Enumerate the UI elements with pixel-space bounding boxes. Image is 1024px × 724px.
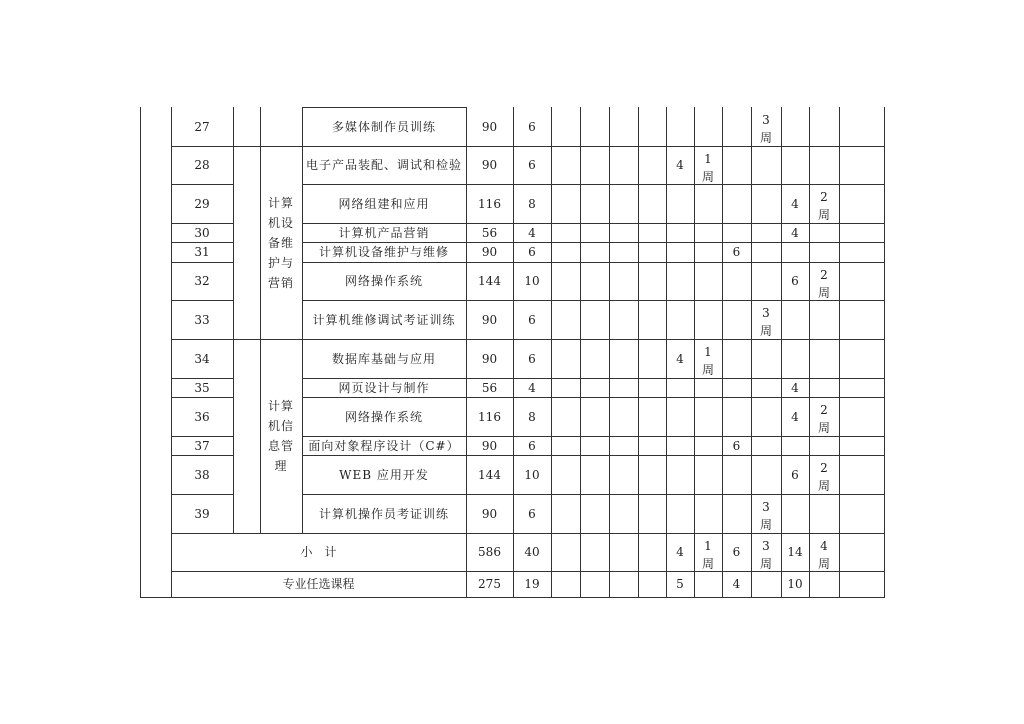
course-credits: 8 <box>528 409 536 424</box>
subtotal-semester-cell <box>694 533 722 571</box>
semester-cell <box>809 262 839 300</box>
subtotal-semester-cell <box>751 533 781 571</box>
semester-cell-part: 1 <box>704 152 712 166</box>
course-hours: 144 <box>478 274 501 288</box>
group-label-line: 理 <box>274 459 288 473</box>
grid-line <box>140 597 885 598</box>
semester-cell-part: 2 <box>820 268 828 282</box>
course-name: 网络组建和应用 <box>338 196 430 211</box>
subtotal-semester-cell-part: 1 <box>704 539 712 553</box>
course-credits: 4 <box>528 380 536 395</box>
grid-line <box>638 107 639 597</box>
group-label-line: 备维 <box>267 235 294 250</box>
subtotal-label: 小 计 <box>300 545 337 559</box>
row-number: 37 <box>194 438 210 453</box>
group-label-line: 计算 <box>267 399 294 413</box>
semester-cell <box>809 184 839 223</box>
subtotal-hours: 586 <box>478 545 501 559</box>
row-number: 28 <box>194 158 210 172</box>
group-label-line: 计算 <box>267 195 294 210</box>
semester-cell-part: 周 <box>759 131 772 145</box>
course-hours: 90 <box>481 506 498 521</box>
elective-credits: 19 <box>524 577 540 591</box>
semester-cell <box>751 107 781 146</box>
semester-cell-part: 周 <box>701 363 714 377</box>
course-hours: 56 <box>481 380 498 395</box>
semester-cell: 4 <box>791 380 799 395</box>
group-label-line: 营销 <box>267 275 294 290</box>
course-hours: 144 <box>478 467 501 482</box>
row-number: 27 <box>194 119 210 134</box>
elective-semester-cell: 5 <box>676 577 684 591</box>
subtotal-semester-cell-part: 周 <box>817 557 830 571</box>
course-hours: 90 <box>481 312 498 327</box>
elective-hours: 275 <box>478 577 501 591</box>
row-number: 36 <box>194 409 210 424</box>
grid-line <box>233 107 234 533</box>
semester-cell-part: 1 <box>704 345 712 359</box>
course-hours: 90 <box>481 119 498 134</box>
course-name: 计算机维修调试考证训练 <box>312 312 456 327</box>
group-label-line: 机设 <box>267 215 294 230</box>
course-credits: 6 <box>528 158 536 172</box>
course-name: 面向对象程序设计（C#） <box>308 438 460 453</box>
course-name: 网络操作系统 <box>344 274 423 288</box>
grid-line <box>781 107 782 597</box>
semester-cell-part: 周 <box>817 479 830 493</box>
course-credits: 6 <box>528 506 536 521</box>
semester-cell-part: 3 <box>762 306 770 320</box>
course-name: 计算机设备维护与维修 <box>318 245 449 259</box>
row-number: 35 <box>194 380 210 395</box>
course-name: 计算机产品营销 <box>338 225 430 240</box>
course-hours: 90 <box>481 158 498 172</box>
row-number: 38 <box>194 467 210 482</box>
course-credits: 6 <box>528 438 536 453</box>
course-credits: 6 <box>528 312 536 327</box>
subtotal-semester-cell-part: 4 <box>820 539 828 553</box>
course-credits: 10 <box>524 467 540 482</box>
subtotal-semester-cell-part: 3 <box>762 539 770 553</box>
course-name: WEB 应用开发 <box>339 467 429 482</box>
semester-cell-part: 周 <box>701 170 714 184</box>
semester-cell <box>809 397 839 436</box>
semester-cell: 4 <box>791 196 799 211</box>
row-number: 29 <box>194 196 210 211</box>
subtotal-credits: 40 <box>524 545 540 559</box>
semester-cell: 4 <box>791 409 799 424</box>
subtotal-semester-cell: 6 <box>732 545 741 559</box>
semester-cell: 6 <box>791 467 799 482</box>
group-label-line: 护与 <box>267 255 294 270</box>
semester-cell-part: 周 <box>817 208 830 222</box>
semester-cell: 4 <box>791 225 799 240</box>
course-hours: 90 <box>481 438 498 453</box>
row-number: 32 <box>194 274 210 288</box>
grid-line <box>884 107 885 597</box>
subtotal-semester-cell: 4 <box>676 545 684 559</box>
semester-cell-part: 2 <box>820 190 828 204</box>
grid-line <box>609 107 610 597</box>
group-label-line: 机信 <box>267 419 294 433</box>
group-label <box>260 146 302 339</box>
row-number: 30 <box>194 225 210 240</box>
grid-line <box>839 107 840 597</box>
grid-line <box>809 107 810 597</box>
semester-cell-part: 3 <box>762 500 770 514</box>
subtotal-semester-cell: 14 <box>787 545 803 559</box>
semester-cell-part: 周 <box>817 421 830 435</box>
course-credits: 10 <box>524 274 540 288</box>
subtotal-semester-cell-part: 周 <box>701 557 714 571</box>
elective-semester-cell: 10 <box>787 577 803 591</box>
group-label-line: 息管 <box>267 439 294 453</box>
row-number: 39 <box>194 506 210 521</box>
course-hours: 116 <box>478 196 501 211</box>
row-number: 31 <box>194 245 210 259</box>
group-label <box>260 339 302 533</box>
subtotal-semester-cell-part: 周 <box>759 557 772 571</box>
course-hours: 90 <box>481 245 498 259</box>
semester-cell <box>809 455 839 494</box>
semester-cell-part: 周 <box>759 518 772 532</box>
course-hours: 90 <box>481 351 498 366</box>
semester-cell: 6 <box>732 438 741 453</box>
elective-semester-cell: 4 <box>732 577 741 591</box>
semester-cell-part: 周 <box>817 286 830 300</box>
semester-cell: 6 <box>791 274 799 288</box>
grid-line <box>551 107 552 597</box>
course-name: 数据库基础与应用 <box>331 351 436 366</box>
course-hours: 56 <box>481 225 498 240</box>
course-credits: 4 <box>528 225 536 240</box>
semester-cell-part: 2 <box>820 403 828 417</box>
course-name: 网络操作系统 <box>344 409 423 424</box>
semester-cell <box>751 494 781 533</box>
grid-line <box>722 107 723 597</box>
course-credits: 6 <box>528 245 536 259</box>
course-credits: 8 <box>528 196 536 211</box>
semester-cell-part: 3 <box>762 113 770 127</box>
semester-cell <box>751 300 781 339</box>
semester-cell: 4 <box>676 158 684 172</box>
grid-line <box>580 107 581 597</box>
semester-cell-part: 周 <box>759 324 772 338</box>
row-number: 34 <box>194 351 210 366</box>
row-number: 33 <box>194 312 210 327</box>
semester-cell <box>694 146 722 184</box>
course-credits: 6 <box>528 119 536 134</box>
course-credits: 6 <box>528 351 536 366</box>
grid-line <box>140 107 141 597</box>
semester-cell-part: 2 <box>820 461 828 475</box>
semester-cell: 4 <box>676 351 684 366</box>
semester-cell <box>694 339 722 378</box>
course-hours: 116 <box>478 409 501 424</box>
course-name: 计算机操作员考证训练 <box>318 506 449 521</box>
subtotal-semester-cell <box>809 533 839 571</box>
semester-cell: 6 <box>732 245 741 259</box>
course-name: 网页设计与制作 <box>338 380 430 395</box>
elective-label: 专业任选课程 <box>282 577 355 591</box>
course-name: 电子产品装配、调试和检验 <box>305 158 462 172</box>
course-name: 多媒体制作员训练 <box>331 119 436 134</box>
